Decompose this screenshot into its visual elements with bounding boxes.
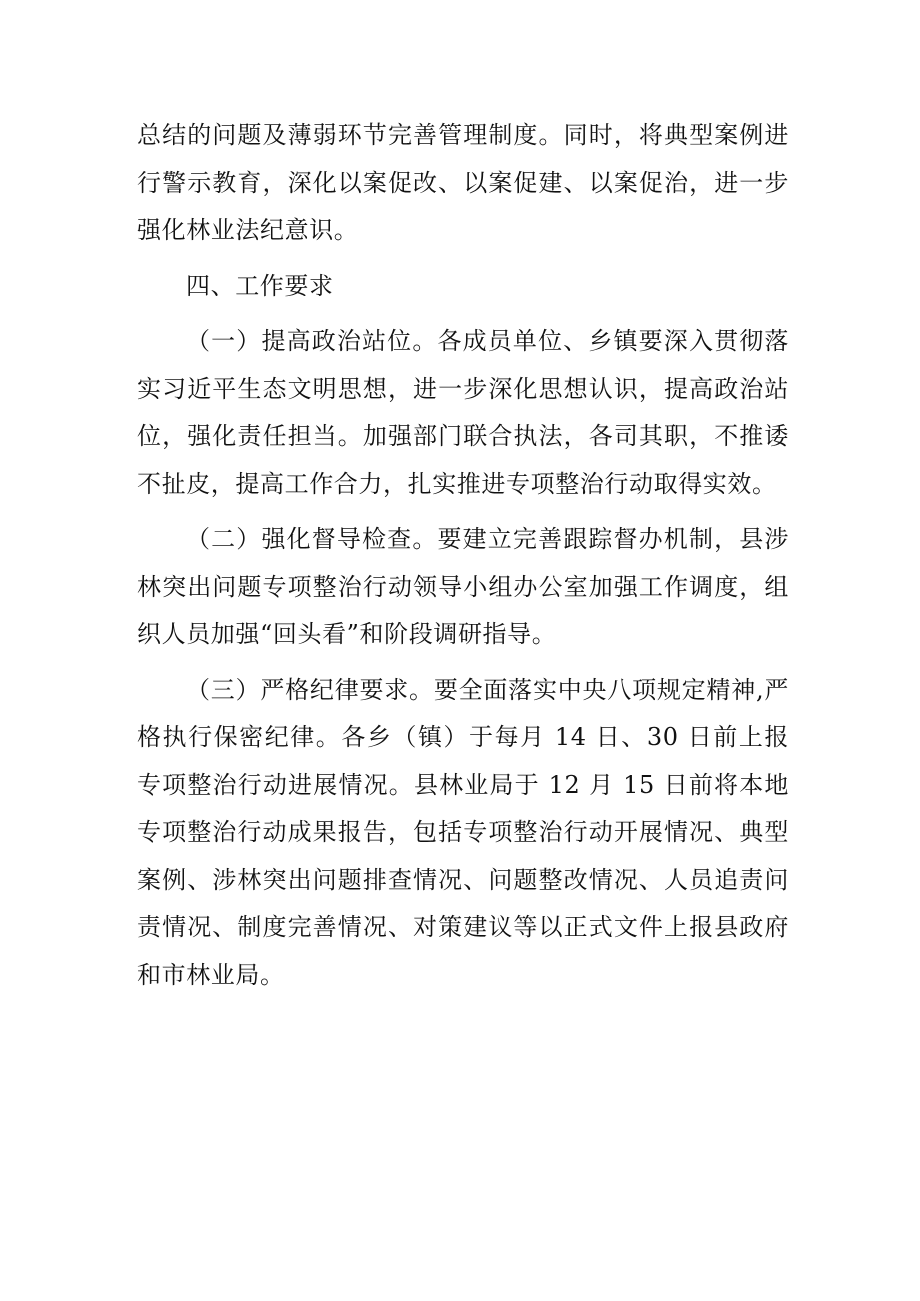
document-body	[137, 112, 789, 999]
requirement-item-1: （一）提高政治站位。各成员单位、乡镇要深入贯彻落实习近平生态文明思想，进一步深化思想认识，提高政治站位，强化责任担当。加强部门联合执法，各司其职，不推诿不扯皮，提高工作合力，扎实推进专项整治行动取得实效。	[137, 327, 789, 498]
section-heading-work-requirements: 四、工作要求	[186, 271, 334, 300]
requirement-item-2: （二）强化督导检查。要建立完善跟踪督办机制，县涉林突出问题专项整治行动领导小组办公室加强工作调度，组织人员加强“回头看”和阶段调研指导。	[137, 525, 789, 648]
paragraph-continuation: 总结的问题及薄弱环节完善管理制度。同时，将典型案例进行警示教育，深化以案促改、以案促建、以案促治，进一步强化林业法纪意识。	[137, 121, 789, 244]
requirement-item-3: （三）严格纪律要求。要全面落实中央八项规定精神,严格执行保密纪律。各乡（镇）于每月 14 日、30 日前上报专项整治行动进展情况。县林业局于 12 月 15 日前将本地专项整治行动成果报告，包括专项整治行动开展情况、典型案例、涉林突出问题排查情况、问题整改情况、人员追责问责情况、制度完善情况、对策建议等以正式文件上报县政府和市林业局。	[137, 675, 789, 989]
